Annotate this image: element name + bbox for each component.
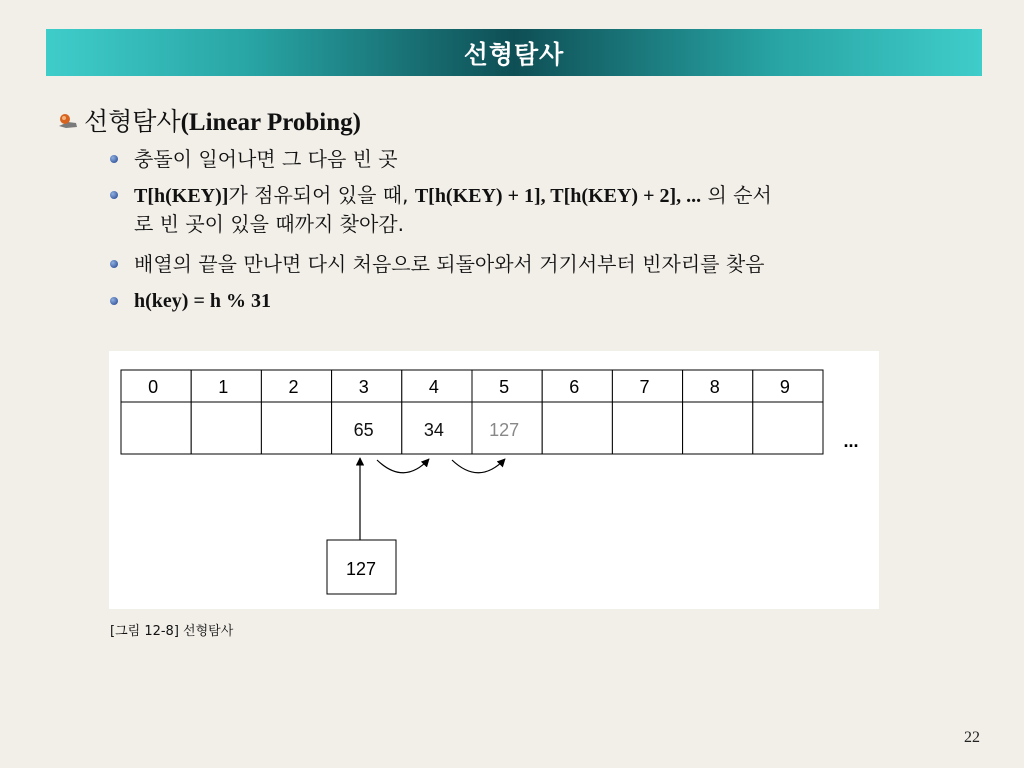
index-label: 8	[709, 377, 720, 397]
probe-arrow-3-to-4	[377, 459, 429, 473]
figure-caption: [그림 12-8] 선형탐사	[110, 624, 234, 639]
bullet-2-line2: 로 빈 곳이 있을 때까지 찾아감.	[134, 212, 404, 236]
index-label: 0	[148, 377, 159, 397]
index-label: 7	[639, 377, 650, 397]
probe-arrow-4-to-5	[452, 459, 505, 473]
bullet-1	[110, 145, 398, 173]
index-label: 5	[499, 377, 510, 397]
slot-value: 34	[423, 420, 444, 440]
slide-title: 선형탐사	[463, 39, 565, 69]
index-label: 1	[218, 377, 229, 397]
page-number: 22	[964, 729, 980, 746]
round-dot-icon	[110, 191, 118, 199]
heading-text	[84, 102, 361, 138]
pushpin-icon	[56, 108, 80, 132]
index-label: 4	[428, 377, 439, 397]
heading-bullet	[56, 102, 361, 138]
slot-cell	[683, 402, 753, 454]
bullet-4-text: h(key) = h % 31	[134, 290, 271, 312]
heading-english: (Linear Probing)	[180, 109, 361, 136]
bullet-2-part2: 가 점유되어 있을 때,	[228, 183, 415, 207]
slot-cell	[191, 402, 261, 454]
slot-value: 65	[353, 420, 374, 440]
bullet-2-text	[134, 181, 970, 238]
bullet-2-part4: 의 순서	[701, 183, 772, 207]
bullet-1-text: 충돌이 일어나면 그 다음 빈 곳	[134, 147, 398, 171]
bullet-2	[110, 181, 970, 238]
linear-probing-figure	[109, 351, 879, 609]
slot-cell	[261, 402, 331, 454]
slot-value: 127	[489, 420, 520, 440]
formula-t-h-key: T[h(KEY)]	[134, 185, 229, 207]
index-label: 3	[358, 377, 369, 397]
bullet-3	[110, 250, 764, 278]
hash-table-diagram	[109, 351, 879, 609]
heading-korean: 선형탐사	[84, 107, 181, 136]
formula-sequence: T[h(KEY) + 1], T[h(KEY) + 2], ...	[414, 185, 702, 207]
round-dot-icon	[110, 260, 118, 268]
title-bar	[46, 29, 982, 76]
bullet-3-text: 배열의 끝을 만나면 다시 처음으로 되돌아와서 거기서부터 빈자리를 찾음	[134, 252, 765, 276]
bullet-4	[110, 287, 271, 315]
new-key-value: 127	[345, 559, 377, 579]
round-dot-icon	[110, 297, 118, 305]
slot-cell	[121, 402, 191, 454]
slot-cell	[753, 402, 823, 454]
round-dot-icon	[110, 155, 118, 163]
index-label: 2	[288, 377, 299, 397]
index-label: 6	[569, 377, 580, 397]
ellipsis: ...	[843, 431, 859, 451]
slot-cell	[542, 402, 612, 454]
slot-cell	[612, 402, 682, 454]
index-label: 9	[779, 377, 790, 397]
